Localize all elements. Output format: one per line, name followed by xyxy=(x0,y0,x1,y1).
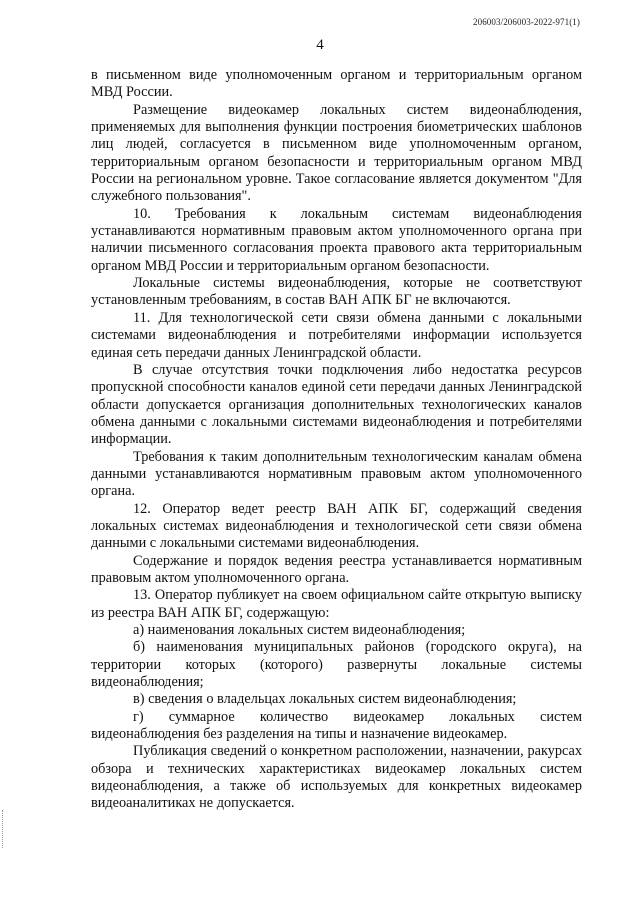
document-id: 206003/206003-2022-971(1) xyxy=(473,17,580,27)
list-item: г) суммарное количество видеокамер локальных систем видеонаблюдения без разделения на типы и назначение видеокамер. xyxy=(91,708,582,743)
paragraph: Требования к таким дополнительным технологическим каналам обмена данными устанавливаются нормативным правовым актом уполномоченного органа. xyxy=(91,448,582,500)
document-body xyxy=(91,67,582,813)
paragraph: 13. Оператор публикует на своем официальном сайте открытую выписку из реестра ВАН АПК БГ, содержащую: xyxy=(91,587,582,621)
paragraph: в письменном виде уполномоченным органом и территориальным органом МВД России. xyxy=(91,67,582,101)
paragraph: Публикация сведений о конкретном расположении, назначении, ракурсах обзора и технических характеристиках видеокамер локальных систем видеонаблюдения, а также об используемых для конкретных видеокамер видеоаналитиках не допускается. xyxy=(91,743,582,812)
paragraph: В случае отсутствия точки подключения либо недостатка ресурсов пропускной способности каналов единой сети передачи данных Ленинградской области допускается организация дополнительных технологических каналов обмена данными с локальными системами видеонаблюдения и потребителями информации. xyxy=(91,361,582,448)
list-item: а) наименования локальных систем видеонаблюдения; xyxy=(133,622,466,638)
paragraph: Локальные системы видеонаблюдения, которые не соответствуют установленным требованиям, в состав ВАН АПК БГ не включаются. xyxy=(91,275,582,309)
list-item: б) наименования муниципальных районов (городского округа), на территории которых (которого) развернуты локальные системы видеонаблюдения; xyxy=(91,639,582,691)
scan-margin-mark xyxy=(2,810,5,848)
paragraph: 11. Для технологической сети связи обмена данными с локальными системами видеонаблюдения и потребителями информации используется единая сеть передачи данных Ленинградской области. xyxy=(91,309,582,361)
list-item: в) сведения о владельцах локальных систем видеонаблюдения; xyxy=(133,691,517,708)
page-number: 4 xyxy=(316,37,324,53)
paragraph: 10. Требования к локальным системам видеонаблюдения устанавливаются нормативным правовым актом уполномоченного органа при наличии письменного согласования проекта правового акта территориальным органом МВД России и территориальным органом безопасности. xyxy=(91,205,582,274)
paragraph: 12. Оператор ведет реестр ВАН АПК БГ, содержащий сведения локальных системах видеонаблюдения и технологической сети связи обмена данными с локальными системами видеонаблюдения. xyxy=(91,500,582,552)
paragraph: Содержание и порядок ведения реестра устанавливается нормативным правовым актом уполномоченного органа. xyxy=(91,552,582,586)
paragraph: Размещение видеокамер локальных систем видеонаблюдения, применяемых для выполнения функции построения биометрических шаблонов лиц людей, согласуется в письменном виде уполномоченным органом, территориальным органом безопасности и территориальным органом МВД России на региональном уровне. Такое согласование является документом "Для служебного пользования". xyxy=(91,101,582,205)
